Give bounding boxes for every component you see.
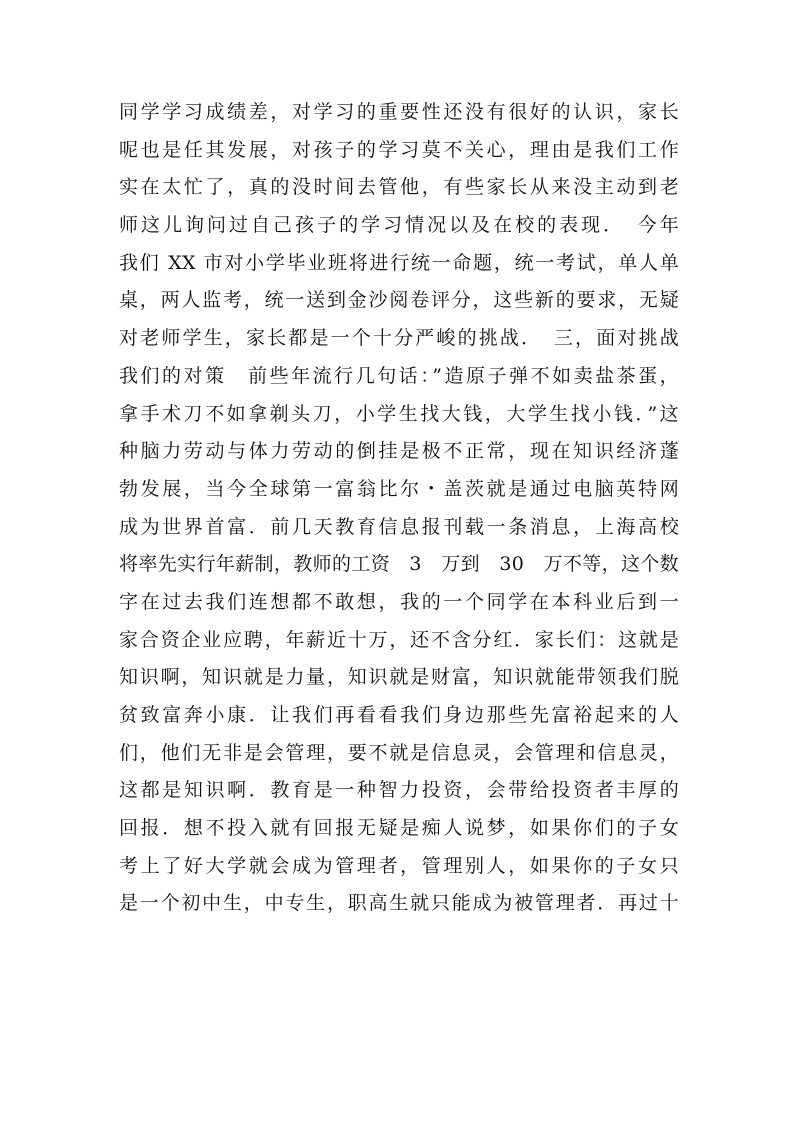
text-line: 同学学习成绩差，对学习的重要性还没有很好的认识，家长 [119,101,679,123]
text-line: 勃发展，当今全球第一富翁比尔・盖茨就是通过电脑英特网 [119,477,679,500]
text-line: 实在太忙了，真的没时间去管他，有些家长从来没主动到老 [119,176,679,199]
text-line: 回报．想不投入就有回报无疑是痴人说梦，如果你们的子女 [119,817,679,840]
body-text [119,94,679,923]
text-line: 知识啊，知识就是力量，知识就是财富，知识就能带领我们脱 [119,666,679,689]
text-line: 家合资企业应聘，年薪近十万，还不含分红．家长们：这就是 [119,628,679,651]
text-line: 桌，两人监考，统一送到金沙阅卷评分，这些新的要求，无疑 [119,289,679,312]
text-line: 这都是知识啊．教育是一种智力投资，会带给投资者丰厚的 [119,779,679,802]
text-line: 将率先实行年薪制，教师的工资 3 万到 30 万不等，这个数 [119,553,679,576]
text-line: 种脑力劳动与体力劳动的倒挂是极不正常，现在知识经济蓬 [119,440,679,463]
text-line: 贫致富奔小康．让我们再看看我们身边那些先富裕起来的人 [119,704,679,726]
text-line: 对老师学生，家长都是一个十分严峻的挑战． 三，面对挑战 [119,327,679,350]
text-line: 考上了好大学就会成为管理者，管理别人，如果你的子女只 [119,854,679,877]
text-line: 成为世界首富．前几天教育信息报刊载一条消息，上海高校 [119,515,679,538]
text-line: 字在过去我们连想都不敢想，我的一个同学在本科业后到一 [119,590,679,613]
text-line: 我们的对策 前些年流行几句话：”造原子弹不如卖盐茶蛋， [119,364,679,387]
text-line: 我们 XX 市对小学毕业班将进行统一命题，统一考试，单人单 [119,251,679,274]
text-line: 们，他们无非是会管理，要不就是信息灵，会管理和信息灵， [119,741,679,764]
text-line: 师这儿询问过自己孩子的学习情况以及在校的表现． 今年 [119,214,679,237]
text-line: 拿手术刀不如拿剃头刀，小学生找大钱，大学生找小钱．”这 [119,402,679,425]
text-line: 呢也是任其发展，对孩子的学习莫不关心，理由是我们工作 [119,138,679,161]
text-line: 是一个初中生，中专生，职高生就只能成为被管理者．再过十 [119,892,679,915]
